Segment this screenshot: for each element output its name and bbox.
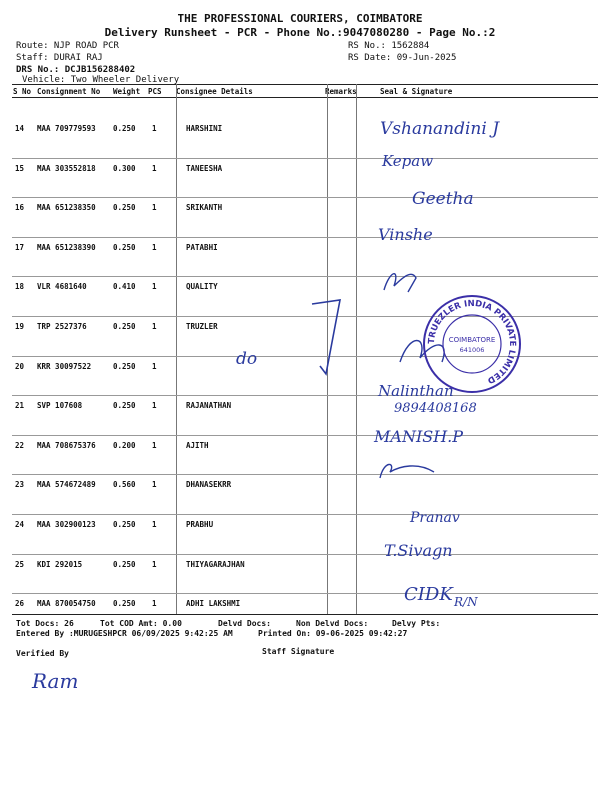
row-consignee-name: PATABHI <box>186 242 218 252</box>
row-sno: 22 <box>15 440 25 450</box>
row-pcs: 1 <box>152 361 157 371</box>
row-pcs: 1 <box>152 163 157 173</box>
row-pcs: 1 <box>152 124 157 133</box>
signature-row-21-phone: 9894408168 <box>394 401 477 416</box>
table-bottom-rule <box>12 614 598 615</box>
col-pcs: PCS <box>148 87 162 96</box>
delivery-points: Delvy Pts: <box>392 619 441 628</box>
row-consignment-no: KDI 292015 <box>37 559 83 569</box>
row-pcs: 1 <box>152 401 157 411</box>
delivered-docs: Delvd Docs: <box>218 619 271 628</box>
signature-row-21-name: Nalinthan <box>378 382 454 400</box>
non-delivered-docs: Non Delvd Docs: <box>296 619 369 628</box>
row-consignment-no: SVP 107608 <box>37 401 83 411</box>
signature-row-26-extra: R/N <box>454 595 478 609</box>
row-consignee-name: QUALITY <box>186 282 218 292</box>
total-cod-amount: Tot COD Amt: 0.00 <box>100 619 182 628</box>
row-consignment-no: MAA 574672489 <box>37 480 96 490</box>
signature-row-26: CIDK <box>404 584 453 605</box>
page-header <box>0 12 600 40</box>
svg-text:Ram: Ram <box>32 669 79 693</box>
verified-by-signature <box>26 660 146 700</box>
row-consignee-name: AJITH <box>186 440 209 450</box>
signature-row-23 <box>380 464 434 478</box>
row-weight: 0.560 <box>113 480 136 490</box>
row-consignment-no: MAA 708675376 <box>37 440 96 450</box>
stamp-ring-text: TRUEZLER INDIA PRIVATE LIMITED <box>426 298 518 386</box>
staff-field: Staff: DURAI RAJ <box>16 53 103 63</box>
row-pcs: 1 <box>152 242 157 252</box>
row-sno: 21 <box>15 401 25 411</box>
signature-row-17: Vinshe <box>378 225 433 244</box>
total-docs: Tot Docs: 26 <box>16 619 74 628</box>
row-pcs: 1 <box>152 322 157 331</box>
row-consignment-no: MAA 709779593 <box>37 124 96 133</box>
handwritten-bracket-remark <box>230 296 350 386</box>
signature-row-22: MANISH.P <box>374 427 464 446</box>
row-consignment-no: MAA 870054750 <box>37 599 96 609</box>
vehicle-field: Vehicle: Two Wheeler Delivery <box>22 75 180 85</box>
drs-number: DRS No.: DCJB156288402 <box>16 65 136 75</box>
col-consignee: Consignee Details <box>176 87 253 96</box>
row-weight: 0.250 <box>113 520 136 529</box>
signature-row-18 <box>384 274 416 292</box>
col-seal-signature: Seal & Signature <box>380 87 453 96</box>
row-consignment-no: MAA 651238350 <box>37 203 96 213</box>
row-sno: 15 <box>15 163 25 173</box>
stamp-pin: 641006 <box>459 346 485 354</box>
row-consignment-no: VLR 4681640 <box>37 282 87 292</box>
row-weight: 0.250 <box>113 599 136 609</box>
row-consignee-name: PRABHU <box>186 520 214 529</box>
row-pcs: 1 <box>152 440 157 450</box>
entered-by: Entered By :MURUGESHPCR 06/09/2025 9:42:25 AM <box>16 629 233 638</box>
row-pcs: 1 <box>152 480 157 490</box>
row-weight: 0.250 <box>113 124 136 133</box>
row-weight: 0.250 <box>113 361 136 371</box>
verified-by-label: Verified By <box>16 649 69 658</box>
row-sno: 20 <box>15 361 25 371</box>
row-pcs: 1 <box>152 282 157 292</box>
row-consignee-name: HARSHINI <box>186 124 223 133</box>
stamp-city: COIMBATORE <box>448 336 496 344</box>
row-consignment-no: MAA 303552818 <box>37 163 96 173</box>
row-sno: 26 <box>15 599 25 609</box>
signature-row-16: Geetha <box>412 189 474 209</box>
row-pcs: 1 <box>152 203 157 213</box>
row-weight: 0.250 <box>113 322 136 331</box>
row-sno: 17 <box>15 242 25 252</box>
row-consignment-no: KRR 30097522 <box>37 361 92 371</box>
row-consignee-name: SRIKANTH <box>186 203 223 213</box>
row-weight: 0.200 <box>113 440 136 450</box>
row-weight: 0.250 <box>113 242 136 252</box>
signature-row-24: Pranav <box>410 510 460 526</box>
row-sno: 23 <box>15 480 25 490</box>
row-consignment-no: TRP 2527376 <box>37 322 87 331</box>
row-sno: 25 <box>15 559 25 569</box>
row-weight: 0.410 <box>113 282 136 292</box>
col-sno: S No <box>13 87 32 96</box>
staff-signature-label: Staff Signature <box>262 647 335 656</box>
row-sno: 16 <box>15 203 25 213</box>
printed-on: Printed On: 09-06-2025 09:42:27 <box>258 629 408 638</box>
row-weight: 0.300 <box>113 163 136 173</box>
row-consignee-name: RAJANATHAN <box>186 401 232 411</box>
row-consignee-name: TRUZLER <box>186 322 218 331</box>
row20-remark-text: do <box>236 349 258 369</box>
signature-row-14: Vshanandini J <box>380 119 500 139</box>
rs-date: RS Date: 09-Jun-2025 <box>348 53 457 63</box>
row-weight: 0.250 <box>113 401 136 411</box>
row-consignee-name: ADHI LAKSHMI <box>186 599 241 609</box>
route-field: Route: NJP ROAD PCR <box>16 41 119 51</box>
row-pcs: 1 <box>152 599 157 609</box>
row-weight: 0.250 <box>113 559 136 569</box>
row-pcs: 1 <box>152 559 157 569</box>
row-consignee-name: THIYAGARAJHAN <box>186 559 245 569</box>
row-sno: 18 <box>15 282 25 292</box>
runsheet-subtitle: Delivery Runsheet - PCR - Phone No.:9047080280 - Page No.:2 <box>104 26 496 39</box>
company-seal-stamp <box>420 292 524 396</box>
row-sno: 24 <box>15 520 25 529</box>
row-consignee-name: TANEESHA <box>186 163 223 173</box>
row-consignment-no: MAA 651238390 <box>37 242 96 252</box>
rs-number: RS No.: 1562884 <box>348 41 430 51</box>
row-consignment-no: MAA 302900123 <box>37 520 96 529</box>
signature-row-25: T.Sivagn <box>384 541 453 560</box>
company-title: THE PROFESSIONAL COURIERS, COIMBATORE <box>177 12 423 25</box>
col-weight: Weight <box>113 87 141 96</box>
row-sno: 14 <box>15 124 25 133</box>
col-remarks: Remarks <box>325 87 357 96</box>
row-sno: 19 <box>15 322 25 331</box>
signature-row-15: Kepaw <box>382 152 434 170</box>
row-pcs: 1 <box>152 520 157 529</box>
row-consignee-name: DHANASEKRR <box>186 480 232 490</box>
row-weight: 0.250 <box>113 203 136 213</box>
col-consignment: Consignment No <box>37 87 101 96</box>
table-top-rule <box>12 84 598 85</box>
